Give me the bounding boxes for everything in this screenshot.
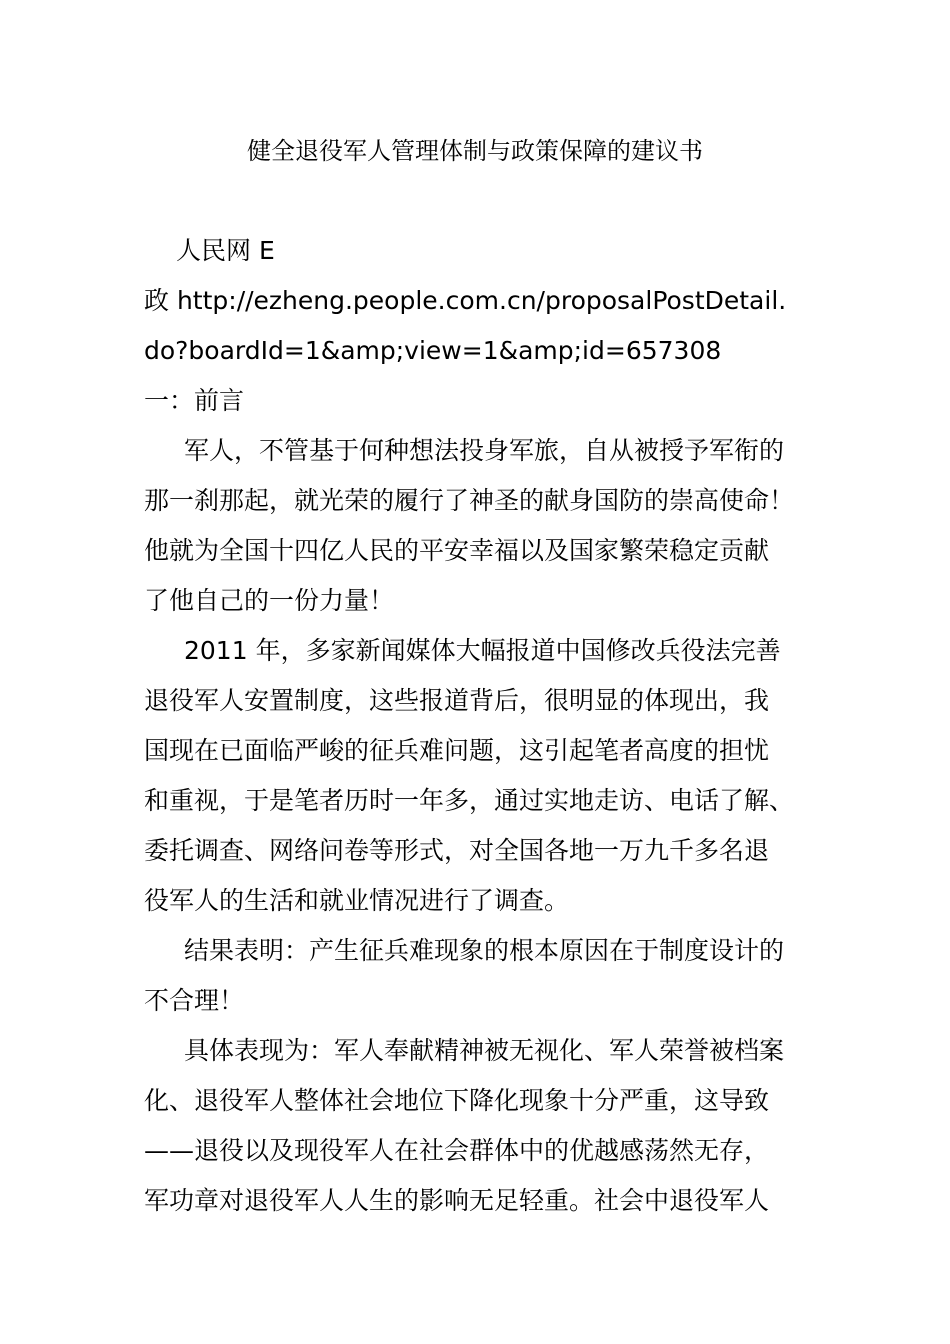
- document-title: 健全退役军人管理体制与政策保障的建议书: [247, 137, 703, 165]
- paragraph-line: 化、退役军人整体社会地位下降化现象十分严重，这导致: [144, 1086, 770, 1115]
- paragraph-line: 不合理！: [144, 986, 245, 1015]
- paragraph-line: 退役军人安置制度，这些报道背后，很明显的体现出，我: [144, 686, 770, 715]
- paragraph-line: 委托调查、网络问卷等形式，对全国各地一万九千多名退: [144, 836, 770, 865]
- paragraph-line: 他就为全国十四亿人民的平安幸福以及国家繁荣稳定贡献: [144, 536, 770, 565]
- paragraph-line: 军人，不管基于何种想法投身军旅，自从被授予军衔的: [184, 436, 785, 465]
- paragraph-line: 那一刹那起，就光荣的履行了神圣的献身国防的崇高使命！: [144, 486, 795, 515]
- document-body: [144, 226, 804, 1226]
- paragraph-line: 2011 年，多家新闻媒体大幅报道中国修改兵役法完善: [184, 636, 781, 665]
- paragraph-line: 结果表明：产生征兵难现象的根本原因在于制度设计的: [184, 936, 785, 965]
- paragraph-line: 军功章对退役军人人生的影响无足轻重。社会中退役军人: [144, 1186, 770, 1215]
- source-url-line: 政 http://ezheng.people.com.cn/proposalPostDetail.: [144, 286, 787, 315]
- paragraph-line: 役军人的生活和就业情况进行了调查。: [144, 886, 570, 915]
- source-url-line: do?boardId=1&amp;view=1&amp;id=657308: [144, 336, 722, 365]
- paragraph-line: 了他自己的一份力量！: [144, 586, 395, 615]
- source-line: 人民网 E: [176, 236, 275, 265]
- paragraph-line: ——退役以及现役军人在社会群体中的优越感荡然无存，: [144, 1136, 770, 1165]
- paragraph-line: 具体表现为：军人奉献精神被无视化、军人荣誉被档案: [184, 1036, 785, 1065]
- paragraph-line: 和重视，于是笔者历时一年多，通过实地走访、电话了解、: [144, 786, 795, 815]
- section-heading: 一：前言: [144, 386, 245, 415]
- paragraph-line: 国现在已面临严峻的征兵难问题，这引起笔者高度的担忧: [144, 736, 770, 765]
